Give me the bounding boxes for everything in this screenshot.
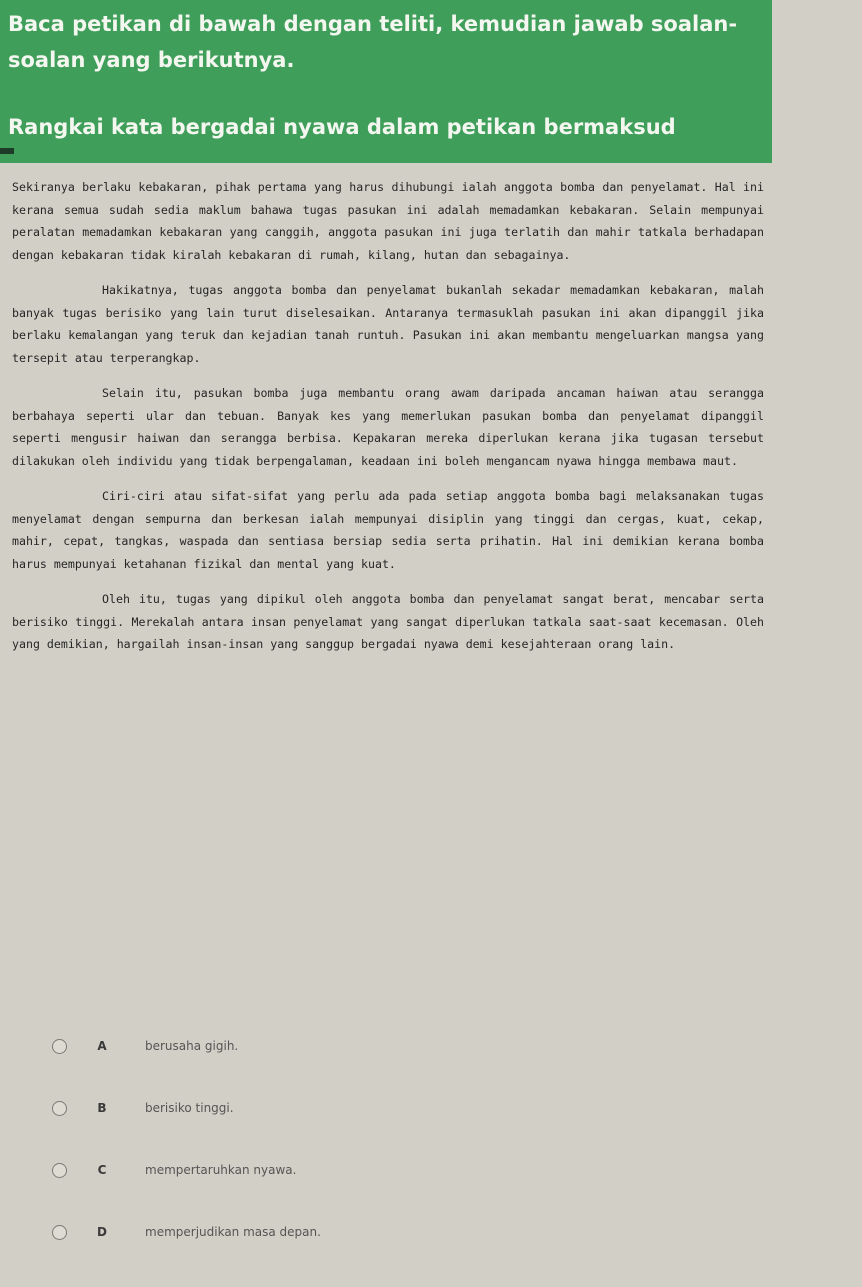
passage-paragraph-4: Ciri-ciri atau sifat-sifat yang perlu ada pada setiap anggota bomba bagi melaksanakan tugas menyelamat dengan sempurna dan berkesan ialah mempunyai disiplin yang tinggi dan cergas, kuat, cekap, mahir, cepat, tangkas, waspada dan sentiasa bersiap sedia serta prihatin. Hal ini demikian kerana bomba harus mempunyai ketahanan fizikal dan mental yang kuat. <box>12 489 764 571</box>
option-letter: A <box>97 1039 107 1053</box>
radio-button-icon[interactable] <box>52 1163 67 1178</box>
option-c[interactable] <box>52 1154 752 1186</box>
radio-button-icon[interactable] <box>52 1039 67 1054</box>
passage-paragraph-5: Oleh itu, tugas yang dipikul oleh anggota bomba dan penyelamat sangat berat, mencabar serta berisiko tinggi. Merekalah antara insan penyelamat yang sangat diperlukan tatkala saat-saat kecemasan. Oleh yang demikian, hargailah insan-insan yang sanggup bergadai nyawa demi kesejahteraan orang lain. <box>12 592 764 651</box>
passage-paragraph-2: Hakikatnya, tugas anggota bomba dan penyelamat bukanlah sekadar memadamkan kebakaran, malah banyak tugas berisiko yang lain turut diselesaikan. Antaranya termasuklah pasukan ini akan dipanggil jika berlaku kemalangan yang teruk dan kejadian tanah runtuh. Pasukan ini akan membantu mengeluarkan mangsa yang tersepit atau terperangkap. <box>12 283 764 365</box>
option-text: memperjudikan masa depan. <box>145 1225 321 1239</box>
question-header <box>0 0 772 163</box>
option-text: berisiko tinggi. <box>145 1101 234 1115</box>
radio-button-icon[interactable] <box>52 1225 67 1240</box>
option-d[interactable] <box>52 1216 752 1248</box>
passage-paragraph-3: Selain itu, pasukan bomba juga membantu orang awam daripada ancaman haiwan atau serangga berbahaya seperti ular dan tebuan. Banyak kes yang memerlukan pasukan bomba dan penyelamat dipanggil seperti mengusir haiwan dan serangga berbisa. Kepakaran mereka diperlukan kerana jika tugasan tersebut dilakukan oleh individu yang tidak berpengalaman, keadaan ini boleh mengancam nyawa hingga membawa maut. <box>12 386 764 468</box>
passage-paragraph-1: Sekiranya berlaku kebakaran, pihak pertama yang harus dihubungi ialah anggota bomba dan penyelamat. Hal ini kerana semua sudah sedia maklum bahawa tugas pasukan ini adalah memadamkan kebakaran. Selain mempunyai peralatan memadamkan kebakaran yang canggih, anggota pasukan ini juga terlatih dan mahir tatkala berhadapan dengan kebakaran tidak kiralah kebakaran di rumah, kilang, hutan dan sebagainya. <box>12 180 764 262</box>
option-a[interactable] <box>52 1030 752 1062</box>
instruction-text: Baca petikan di bawah dengan teliti, kemudian jawab soalan-soalan yang berikutnya. <box>8 12 738 72</box>
option-text: mempertaruhkan nyawa. <box>145 1163 297 1177</box>
question-stem: Rangkai kata bergadai nyawa dalam petikan bermaksud <box>8 115 676 139</box>
reading-passage <box>12 176 764 669</box>
radio-button-icon[interactable] <box>52 1101 67 1116</box>
option-letter: D <box>97 1225 107 1239</box>
option-letter: C <box>97 1163 107 1177</box>
option-letter: B <box>97 1101 107 1115</box>
option-text: berusaha gigih. <box>145 1039 239 1053</box>
option-b[interactable] <box>52 1092 752 1124</box>
header-marker <box>0 148 14 154</box>
